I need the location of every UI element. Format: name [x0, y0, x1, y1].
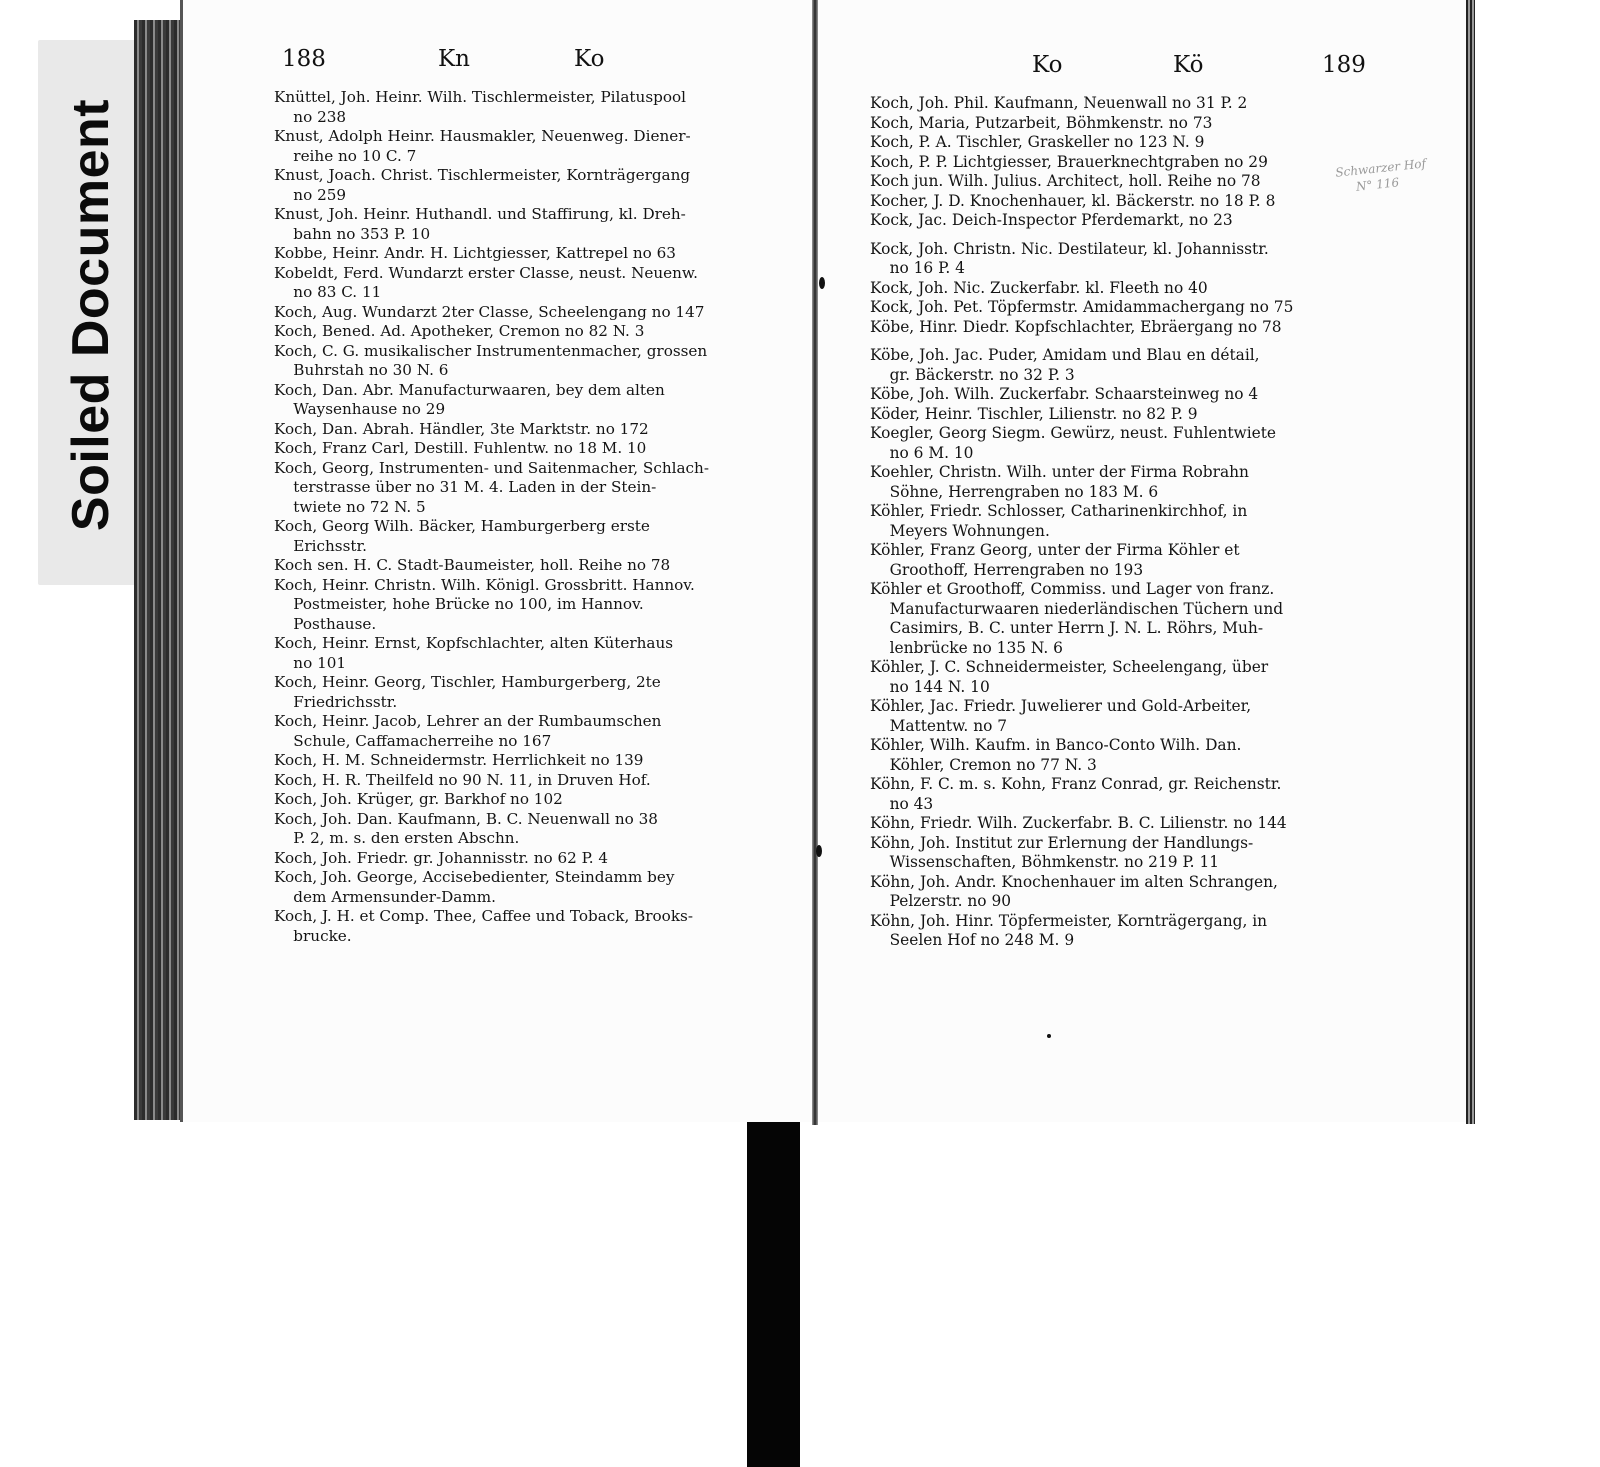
- entry-line: Köhn, Friedr. Wilh. Zuckerfabr. B. C. Lilienstr. no 144: [870, 814, 1287, 832]
- directory-entry: [870, 211, 1372, 231]
- entry-line: Koch sen. H. C. Stadt-Baumeister, holl. Reihe no 78: [274, 556, 671, 574]
- entry-continuation-line: no 83 C. 11: [274, 283, 382, 301]
- entry-continuation-line: bahn no 353 P. 10: [274, 224, 431, 243]
- entry-line: Koch, Maria, Putzarbeit, Böhmkenstr. no 73: [870, 113, 1213, 132]
- directory-entry: [870, 912, 1372, 951]
- directory-entry: [870, 775, 1372, 814]
- entry-line: Köhler, Jac. Friedr. Juwelierer und Gold-Arbeiter,: [870, 697, 1252, 715]
- entry-continuation-line: Posthause.: [274, 614, 377, 633]
- directory-entry: [870, 658, 1372, 697]
- directory-entry: [870, 172, 1372, 192]
- directory-entry: [274, 771, 776, 791]
- entry-line: Koch, Dan. Abrah. Händler, 3te Marktstr. no 172: [274, 419, 649, 438]
- ink-speck: [819, 277, 825, 289]
- entry-line: Koch, Joh. George, Accisebedienter, Steindamm bey: [274, 868, 675, 886]
- entry-continuation-line: Manufacturwaaren niederländischen Tüchern und: [870, 599, 1284, 618]
- directory-entry: [274, 634, 776, 673]
- entry-line: Köhler, Friedr. Schlosser, Catharinenkirchhof, in: [870, 502, 1248, 520]
- entry-line: Köhn, Joh. Institut zur Erlernung der Handlungs-: [870, 833, 1254, 852]
- entry-line: Köhler et Groothoff, Commiss. und Lager von franz.: [870, 580, 1275, 598]
- entry-line: Köbe, Joh. Jac. Puder, Amidam und Blau en détail,: [870, 346, 1260, 364]
- entry-continuation-line: twiete no 72 N. 5: [274, 497, 426, 516]
- directory-entry: [274, 439, 776, 459]
- directory-entry: [870, 385, 1372, 405]
- entry-line: Koch, H. R. Theilfeld no 90 N. 11, in Druven Hof.: [274, 770, 651, 789]
- directory-entry: [870, 580, 1372, 658]
- soiled-document-label-text: Soiled Document: [62, 98, 120, 532]
- entry-continuation-line: no 259: [274, 185, 347, 204]
- directory-entry: [274, 342, 776, 381]
- entry-line: Kock, Jac. Deich-Inspector Pferdemarkt, no 23: [870, 211, 1233, 229]
- entry-line: Köbe, Joh. Wilh. Zuckerfabr. Schaarsteinweg no 4: [870, 385, 1259, 403]
- right-running-head-2: Kö: [1173, 52, 1204, 78]
- entry-continuation-line: no 43: [870, 794, 934, 813]
- entry-continuation-line: Pelzerstr. no 90: [870, 892, 1012, 910]
- left-directory-entries: [274, 88, 776, 946]
- entry-line: Koch, P. P. Lichtgiesser, Brauerknechtgraben no 29: [870, 152, 1268, 171]
- entry-continuation-line: dem Armensunder-Damm.: [274, 887, 496, 906]
- entry-line: Koch, Joh. Krüger, gr. Barkhof no 102: [274, 790, 563, 808]
- entry-line: Köbe, Hinr. Diedr. Kopfschlachter, Ebräergang no 78: [870, 317, 1282, 336]
- entry-line: Köder, Heinr. Tischler, Lilienstr. no 82 P. 9: [870, 404, 1198, 423]
- entry-line: Köhn, F. C. m. s. Kohn, Franz Conrad, gr. Reichenstr.: [870, 775, 1282, 793]
- directory-entry: [870, 298, 1372, 318]
- entry-line: Koch, Georg, Instrumenten- und Saitenmacher, Schlach-: [274, 458, 709, 477]
- directory-entry: [870, 133, 1372, 153]
- directory-entry: [274, 868, 776, 907]
- entry-line: Koch, Heinr. Christn. Wilh. Königl. Grossbritt. Hannov.: [274, 575, 695, 594]
- entry-continuation-line: reihe no 10 C. 7: [274, 146, 417, 165]
- directory-entry: [274, 88, 776, 127]
- entry-line: Koch, Joh. Dan. Kaufmann, B. C. Neuenwall no 38: [274, 809, 658, 828]
- entry-continuation-line: no 101: [274, 653, 347, 672]
- entry-continuation-line: Seelen Hof no 248 M. 9: [870, 931, 1075, 949]
- directory-entry: [274, 673, 776, 712]
- entry-continuation-line: Friedrichsstr.: [274, 692, 398, 711]
- entry-line: Köhler, Franz Georg, unter der Firma Köhler et: [870, 541, 1240, 559]
- directory-entry: [274, 303, 776, 323]
- entry-continuation-line: Casimirs, B. C. unter Herrn J. N. L. Röhrs, Muh-: [870, 619, 1264, 637]
- entry-line: Koch, Bened. Ad. Apotheker, Cremon no 82 N. 3: [274, 322, 645, 340]
- directory-entry: [274, 576, 776, 635]
- directory-entry: [870, 153, 1372, 173]
- entry-line: Kock, Joh. Pet. Töpfermstr. Amidammachergang no 75: [870, 298, 1294, 316]
- right-directory-entries: [870, 94, 1372, 951]
- entry-line: Koch, P. A. Tischler, Graskeller no 123 N. 9: [870, 133, 1205, 151]
- directory-entry: [870, 346, 1372, 385]
- directory-entry: [870, 405, 1372, 425]
- pencil-annotation: Schwarzer Hof N° 116: [1334, 156, 1427, 196]
- directory-entry: [274, 556, 776, 576]
- entry-line: Kock, Joh. Nic. Zuckerfabr. kl. Fleeth no 40: [870, 278, 1208, 297]
- entry-continuation-line: Groothoff, Herrengraben no 193: [870, 560, 1144, 579]
- entry-continuation-line: Meyers Wohnungen.: [870, 521, 1050, 540]
- entry-line: Koch, J. H. et Comp. Thee, Caffee und Toback, Brooks-: [274, 907, 693, 925]
- book-gutter: [812, 0, 818, 1125]
- ink-speck: [1047, 1034, 1051, 1038]
- entry-continuation-line: Erichsstr.: [274, 536, 367, 555]
- directory-entry: [870, 279, 1372, 299]
- directory-entry: [870, 814, 1372, 834]
- directory-entry: [274, 459, 776, 518]
- directory-entry: [274, 264, 776, 303]
- directory-entry: [274, 517, 776, 556]
- entry-continuation-line: Söhne, Herrengraben no 183 M. 6: [870, 482, 1159, 501]
- entry-line: Koch, Heinr. Jacob, Lehrer an der Rumbaumschen: [274, 712, 662, 730]
- directory-entry: [274, 712, 776, 751]
- directory-entry: [870, 697, 1372, 736]
- directory-entry: [870, 502, 1372, 541]
- directory-entry: [274, 790, 776, 810]
- entry-line: Koegler, Georg Siegm. Gewürz, neust. Fuhlentwiete: [870, 424, 1277, 442]
- left-running-head-1: Kn: [438, 46, 470, 72]
- directory-entry: [870, 834, 1372, 873]
- directory-entry: [274, 244, 776, 264]
- entry-line: Koch, Heinr. Georg, Tischler, Hamburgerberg, 2te: [274, 673, 661, 691]
- entry-line: Koch, Aug. Wundarzt 2ter Classe, Scheelengang no 147: [274, 302, 705, 321]
- entry-line: Koch jun. Wilh. Julius. Architect, holl. Reihe no 78: [870, 172, 1261, 190]
- directory-entry: [870, 114, 1372, 134]
- entry-line: Kobeldt, Ferd. Wundarzt erster Classe, neust. Neuenw.: [274, 263, 698, 282]
- entry-continuation-line: no 6 M. 10: [870, 443, 974, 462]
- directory-entry: [274, 381, 776, 420]
- entry-line: Knüttel, Joh. Heinr. Wilh. Tischlermeister, Pilatuspool: [274, 88, 686, 106]
- entry-line: Koch, Heinr. Ernst, Kopfschlachter, alten Küterhaus: [274, 634, 674, 652]
- directory-entry: [870, 240, 1372, 279]
- entry-line: Kobbe, Heinr. Andr. H. Lichtgiesser, Kattrepel no 63: [274, 244, 676, 262]
- entry-line: Koch, C. G. musikalischer Instrumentenmacher, grossen: [274, 341, 708, 360]
- entry-line: Kock, Joh. Christn. Nic. Destilateur, kl. Johannisstr.: [870, 239, 1269, 258]
- entry-continuation-line: gr. Bäckerstr. no 32 P. 3: [870, 365, 1075, 384]
- entry-line: Knust, Joh. Heinr. Huthandl. und Staffirung, kl. Dreh-: [274, 205, 686, 223]
- entry-line: Koch, H. M. Schneidermstr. Herrlichkeit no 139: [274, 751, 644, 769]
- entry-line: Koehler, Christn. Wilh. unter der Firma Robrahn: [870, 463, 1249, 481]
- directory-entry: [870, 192, 1372, 212]
- entry-line: Kocher, J. D. Knochenhauer, kl. Bäckerstr. no 18 P. 8: [870, 191, 1276, 210]
- entry-continuation-line: no 238: [274, 107, 347, 126]
- entry-continuation-line: brucke.: [274, 926, 352, 945]
- entry-line: Knust, Joach. Christ. Tischlermeister, Kornträgergang: [274, 166, 691, 184]
- entry-line: Köhn, Joh. Andr. Knochenhauer im alten Schrangen,: [870, 872, 1278, 891]
- directory-entry: [870, 318, 1372, 338]
- entry-line: Köhn, Joh. Hinr. Töpfermeister, Kornträgergang, in: [870, 911, 1268, 930]
- left-running-head-2: Ko: [574, 46, 605, 72]
- right-page-number: 189: [1322, 52, 1366, 78]
- entry-continuation-line: no 16 P. 4: [870, 259, 965, 277]
- directory-entry: [274, 849, 776, 869]
- directory-entry: [274, 322, 776, 342]
- entry-continuation-line: Schule, Caffamacherreihe no 167: [274, 731, 552, 750]
- directory-entry: [870, 873, 1372, 912]
- entry-continuation-line: lenbrücke no 135 N. 6: [870, 638, 1063, 657]
- entry-line: Koch, Franz Carl, Destill. Fuhlentw. no 18 M. 10: [274, 439, 647, 457]
- entry-continuation-line: Mattentw. no 7: [870, 716, 1008, 735]
- entry-continuation-line: P. 2, m. s. den ersten Abschn.: [274, 829, 520, 847]
- left-page-number: 188: [282, 46, 326, 72]
- directory-entry: [870, 424, 1372, 463]
- entry-continuation-line: Buhrstah no 30 N. 6: [274, 361, 449, 379]
- directory-entry: [274, 907, 776, 946]
- entry-line: Koch, Joh. Friedr. gr. Johannisstr. no 62 P. 4: [274, 848, 609, 867]
- entry-line: Köhler, Wilh. Kaufm. in Banco-Conto Wilh. Dan.: [870, 736, 1242, 754]
- directory-entry: [274, 205, 776, 244]
- directory-entry: [274, 810, 776, 849]
- entry-continuation-line: Postmeister, hohe Brücke no 100, im Hannov.: [274, 595, 644, 613]
- bookmark-ribbon: [747, 1122, 800, 1467]
- right-running-head-1: Ko: [1032, 52, 1063, 78]
- entry-line: Köhler, J. C. Schneidermeister, Scheelengang, über: [870, 658, 1269, 676]
- entry-continuation-line: terstrasse über no 31 M. 4. Laden in der Stein-: [274, 478, 657, 496]
- directory-entry: [870, 463, 1372, 502]
- ink-speck: [816, 845, 822, 857]
- entry-line: Koch, Georg Wilh. Bäcker, Hamburgerberg erste: [274, 517, 650, 535]
- directory-entry: [870, 541, 1372, 580]
- entry-line: Knust, Adolph Heinr. Hausmakler, Neuenweg. Diener-: [274, 127, 691, 145]
- directory-entry: [274, 166, 776, 205]
- entry-continuation-line: Köhler, Cremon no 77 N. 3: [870, 755, 1097, 774]
- entry-continuation-line: Wissenschaften, Böhmkenstr. no 219 P. 11: [870, 853, 1220, 871]
- entry-continuation-line: Waysenhause no 29: [274, 400, 446, 418]
- right-page-edge: [1466, 0, 1475, 1124]
- directory-entry: [274, 751, 776, 771]
- entry-continuation-line: no 144 N. 10: [870, 677, 990, 696]
- entry-line: Koch, Joh. Phil. Kaufmann, Neuenwall no 31 P. 2: [870, 94, 1248, 112]
- directory-entry: [274, 127, 776, 166]
- entry-line: Koch, Dan. Abr. Manufacturwaaren, bey dem alten: [274, 380, 665, 399]
- directory-entry: [274, 420, 776, 440]
- directory-entry: [870, 94, 1372, 114]
- directory-entry: [870, 736, 1372, 775]
